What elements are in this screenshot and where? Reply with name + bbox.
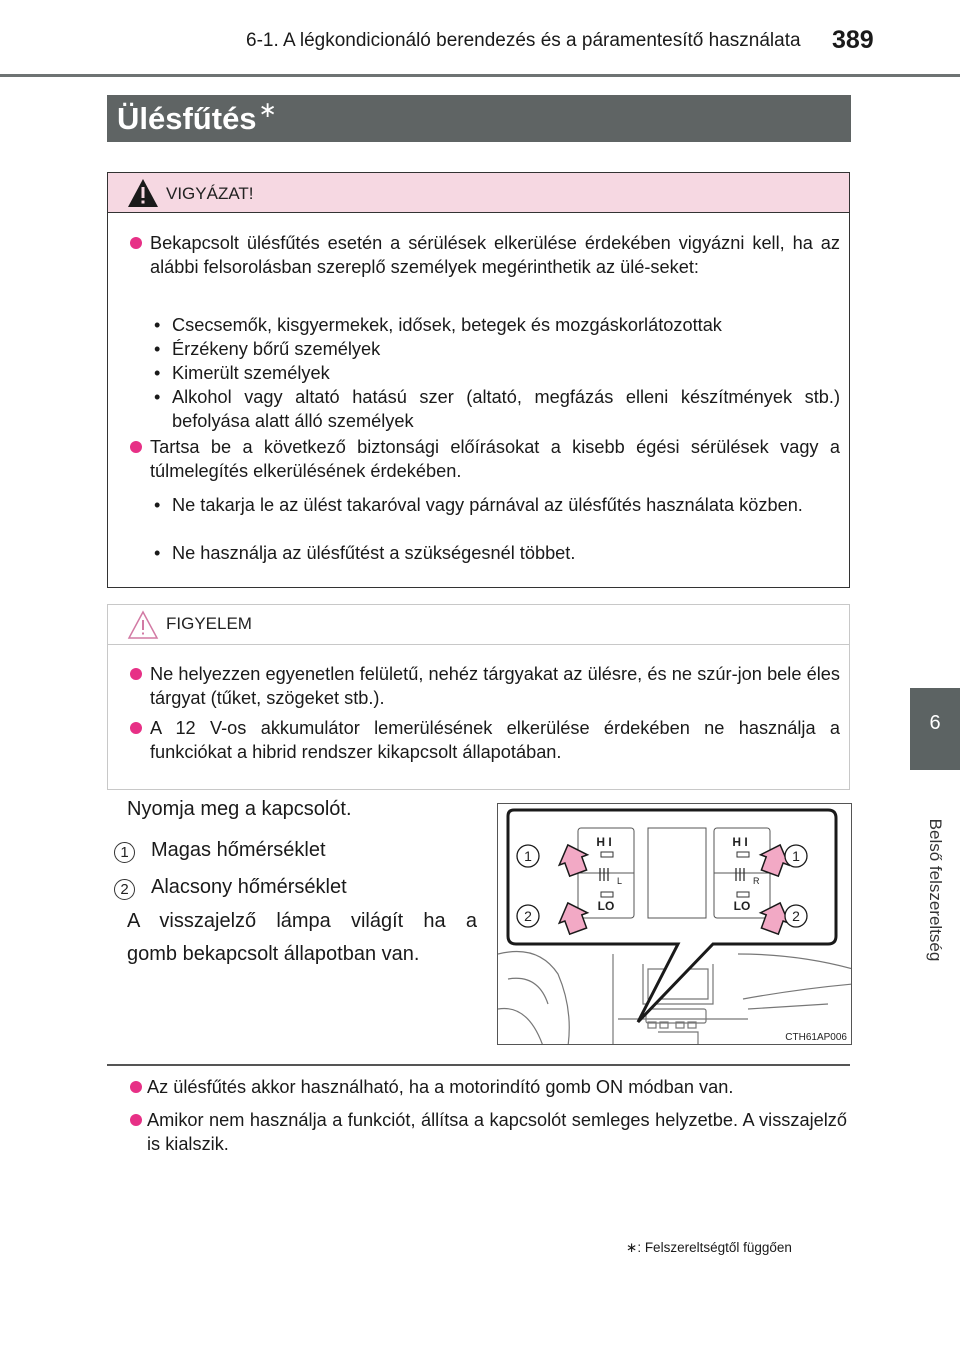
step-number: 1 [114,842,135,863]
warning-subitem-dash: • [154,387,161,407]
note-item-1: Az ülésfűtés akkor használható, ha a motorindító gomb ON módban van. [147,1077,734,1097]
warning-subitem-dash: • [154,315,161,335]
left-seat-letter: L [617,876,623,886]
section-title-text: Ülésfűtés [117,101,257,136]
indicator-text-line1: A visszajelző lámpa világít ha a [127,910,477,932]
notice-item-1: Ne helyezzen egyenetlen felületű, nehéz tárgyakat az ülésre, és ne szúr-jon bele éles tárgyat (tűket, szögeket stb.). [150,664,840,708]
bullet-dot [130,668,142,680]
page-number: 389 [832,26,874,54]
section-title-mark: ∗ [258,97,277,122]
notice-heading: FIGYELEM [166,614,252,633]
warning-item-2: Tartsa be a következő biztonsági előírásokat a kisebb égési sérülések vagy a túlmelegítés elkerülésének érdekében. [150,437,840,481]
warning-item-1: Bekapcsolt ülésfűtés esetén a sérülések elkerülése érdekében vigyázni kell, ha az alábbi felsorolásban szereplő személyek megérinthetik az ülé-seket: [150,233,840,277]
header-rule [0,74,960,77]
bullet-dot [130,722,142,734]
bullet-dot [130,237,142,249]
footnote-mark: ∗ [626,1240,638,1255]
warning-subitem-dash: • [154,339,161,359]
callout-2-left: 2 [524,908,532,924]
step-label: Magas hőmérséklet [151,839,326,861]
indicator-text-line2: gomb bekapcsolt állapotban van. [127,943,420,965]
chapter-tab-number: 6 [929,712,941,734]
warning-subitem: Alkohol vagy altató hatású szer (altató, megfázás elleni készítmények stb.) befolyása alatt álló személyek [172,387,840,431]
section-title [117,97,277,137]
warning-subitem: Csecsemők, kisgyermekek, idősek, betegek és mozgáskorlátozottak [172,315,722,335]
bullet-dot [130,441,142,453]
instruction-intro: Nyomja meg a kapcsolót. [127,798,352,820]
warning-subitem: Kimerült személyek [172,363,330,383]
warning-subitem: Ne takarja le az ülést takaróval vagy párnával az ülésfűtés használata közben. [172,495,803,515]
chapter-tab-label: Belső felszereltség [926,818,945,962]
warning-subitem-dash: • [154,543,161,563]
bullet-dot [130,1114,142,1126]
warning-subitem-dash: • [154,363,161,383]
notes-rule [107,1064,850,1066]
notice-item-2: A 12 V-os akkumulátor lemerülésének elkerülése érdekében ne használja a funkciókat a hibrid rendszer kikapcsolt állapotában. [150,718,840,762]
figure-code: CTH61AP006 [785,1032,847,1043]
caution-triangle-icon [127,610,159,640]
footnote-text: : Felszereltségtől függően [637,1240,792,1255]
callout-1-right: 1 [792,848,800,864]
note-item-2: Amikor nem használja a funkciót, állítsa a kapcsolót semleges helyzetbe. A visszajelző is kialszik. [147,1110,847,1154]
callout-2-right: 2 [792,908,800,924]
hi-label-right: H I [732,835,748,849]
warning-subitem-dash: • [154,495,161,515]
step-number: 2 [114,879,135,900]
lo-label-left: LO [597,899,615,913]
callout-1-left: 1 [524,848,532,864]
footnote [626,1240,792,1256]
dashboard-drawing [498,804,852,1045]
chapter-title: 6-1. A légkondicionáló berendezés és a páramentesítő használata [246,30,801,51]
warning-subitem: Ne használja az ülésfűtést a szükségesnél többet. [172,543,576,563]
lo-label-right: LO [733,899,751,913]
bullet-dot [130,1081,142,1093]
warning-triangle-icon [127,178,159,208]
seat-heater-illustration [497,803,852,1045]
step-label: Alacsony hőmérséklet [151,876,347,898]
warning-heading: VIGYÁZAT! [166,184,254,203]
notice-header-rule [108,644,849,645]
hi-label-left: H I [596,835,612,849]
right-seat-letter: R [753,876,760,886]
warning-subitem: Érzékeny bőrű személyek [172,339,381,359]
